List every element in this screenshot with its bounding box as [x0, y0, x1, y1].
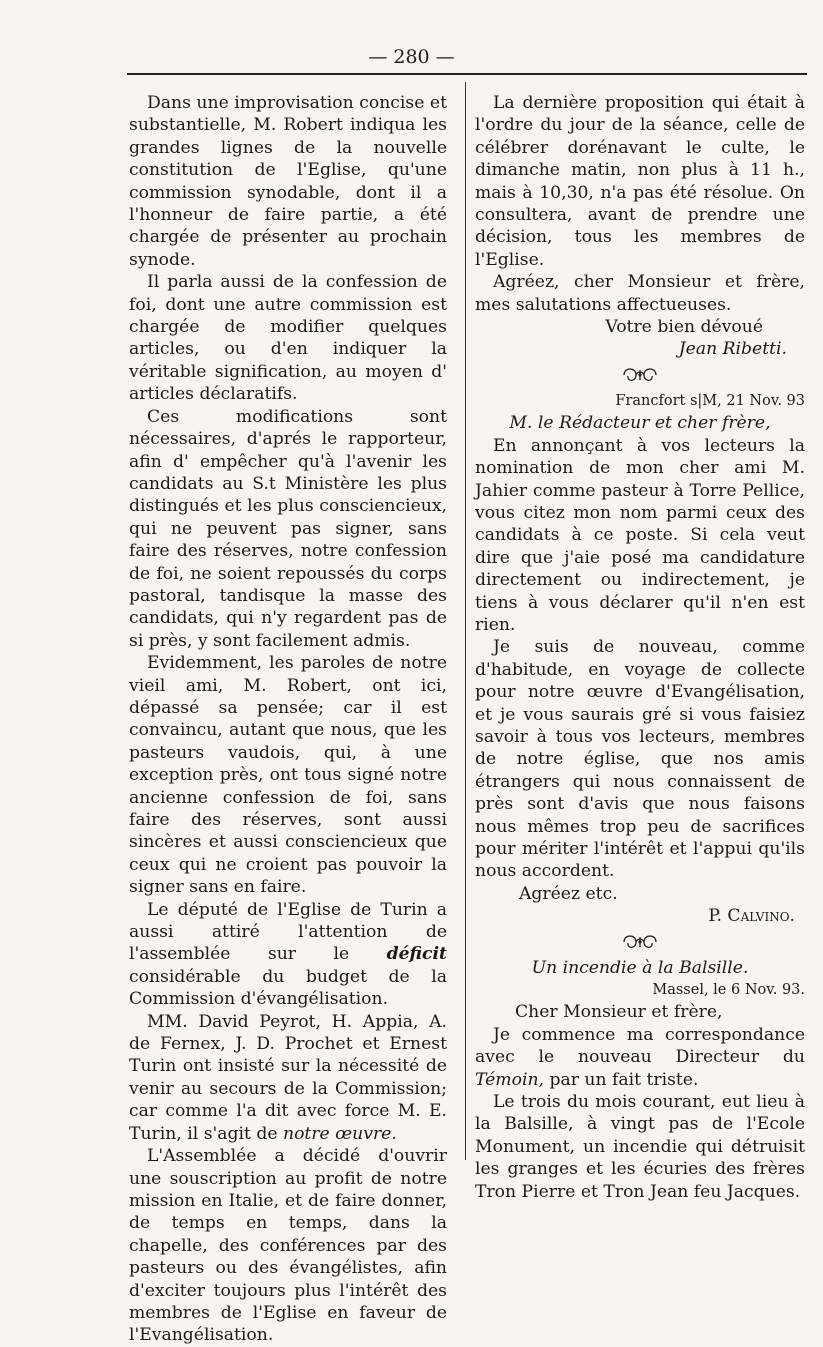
paragraph: L'Assemblée a décidé d'ouvrir une souscription au profit de notre mission en Italie, et de faire donner, de temps en temps, dans la chapelle, des conférences par des pasteurs ou des évangélistes, afin d'exciter toujours plus l'intérêt des membres de l'Eglise en faveur de l'Evangélisation.	[129, 1146, 447, 1346]
signature: P. Calvino.	[708, 906, 795, 927]
salutation: M. le Rédacteur et cher frère,	[509, 413, 771, 434]
left-column	[129, 92, 447, 1347]
paragraph: Ces modifications sont nécessaires, d'aprés le rapporteur, afin d' empêcher qu'à l'avenir les candidats au S.t Ministère les plus distingués et les plus consciencieux, qui ne peuvent pas signer, sans faire des réserves, notre confession de foi, ne soient repoussés du corps pastoral, tandisque la masse des candidats, qui n'y regardent pas de si près, y sont facilement admis.	[129, 406, 447, 651]
paragraph: Agréez, cher Monsieur et frère, mes salutations affectueuses.	[475, 272, 805, 315]
fleuron-ornament-icon	[618, 364, 662, 386]
paragraph: Il parla aussi de la confession de foi, dont une autre commission est chargée de modifier quelques articles, ou d'en indiquer la véritable signification, au moyen d' articles déclaratifs.	[129, 272, 447, 405]
text-run: Le député de l'Eglise de Turin a aussi attiré l'attention de l'assemblée sur le	[129, 899, 447, 965]
signature: Jean Ribetti.	[678, 339, 787, 360]
paragraph: Agréez etc.	[519, 883, 618, 904]
emphasis: notre œuvre.	[283, 1123, 397, 1144]
closing: Votre bien dévoué	[605, 317, 763, 338]
column-divider	[465, 82, 466, 1160]
text-run: Je commence ma correspondance avec le nouveau Directeur du	[475, 1024, 805, 1068]
paragraph	[129, 899, 447, 1011]
text-run: par un fait triste.	[543, 1069, 699, 1090]
article-heading: Un incendie à la Balsille.	[531, 957, 749, 978]
emphasis: déficit	[386, 944, 447, 965]
fleuron-ornament-icon	[618, 931, 662, 953]
paragraph: Evidemment, les paroles de notre vieil ami, M. Robert, ont ici, dépassé sa pensée; car il est convaincu, autant que nous, que les pasteurs vaudois, qui, à une exception près, ont tous signé notre ancienne confession de foi, sans faire des réserves, sont aussi sincères et aussi consciencieux que ceux qui ne croient pas pouvoir la signer sans en faire.	[129, 653, 447, 898]
emphasis: Témoin,	[475, 1069, 544, 1090]
page-number: — 280 —	[368, 46, 455, 68]
paragraph: Le trois du mois courant, eut lieu à la Balsille, à vingt pas de l'Ecole Monument, un incendie qui détruisit les granges et les écuries des frères Tron Pierre et Tron Jean feu Jacques.	[475, 1092, 805, 1202]
paragraph	[129, 1011, 447, 1145]
header-rule	[127, 73, 807, 75]
dateline: Francfort s|M, 21 Nov. 93	[615, 392, 805, 409]
right-column	[475, 92, 805, 1203]
paragraph	[475, 1024, 805, 1091]
text-run: considérable du budget de la Commission d'évangélisation.	[129, 966, 447, 1010]
salutation: Cher Monsieur et frère,	[515, 1002, 723, 1023]
paragraph: La dernière proposition qui était à l'ordre du jour de la séance, celle de célébrer dorénavant le culte, le dimanche matin, non plus à 11 h., mais à 10,30, n'a pas été résolue. On consultera, avant de prendre une décision, tous les membres de l'Eglise.	[475, 93, 805, 270]
text-run: MM. David Peyrot, H. Appia, A. de Fernex, J. D. Prochet et Ernest Turin ont insisté sur la nécessité de venir au secours de la Commission; car comme l'a dit avec force M. E. Turin, il s'agit de	[129, 1011, 447, 1144]
dateline: Massel, le 6 Nov. 93.	[652, 982, 805, 999]
paragraph: Je suis de nouveau, comme d'habitude, en voyage de collecte pour notre œuvre d'Evangélisation, et je vous saurais gré si vous faisiez savoir à tous vos lecteurs, membres de notre église, que nos amis étrangers qui nous connaissent de près sont d'avis que nous faisons nous mêmes trop peu de sacrifices pour mériter l'intérêt et l'appui qu'ils nous accordent.	[475, 637, 805, 882]
paragraph: En annonçant à vos lecteurs la nomination de mon cher ami M. Jahier comme pasteur à Torre Pellice, vous citez mon nom parmi ceux des candidats à ce poste. Si cela veut dire que j'aie posé ma candidature directement ou indirectement, je tiens à vous déclarer qu'il n'en est rien.	[475, 435, 805, 635]
paragraph: Dans une improvisation concise et substantielle, M. Robert indiqua les grandes lignes de la nouvelle constitution de l'Eglise, qu'une commission synodable, dont il a l'honneur de faire partie, a été chargée de présenter au prochain synode.	[129, 93, 447, 270]
